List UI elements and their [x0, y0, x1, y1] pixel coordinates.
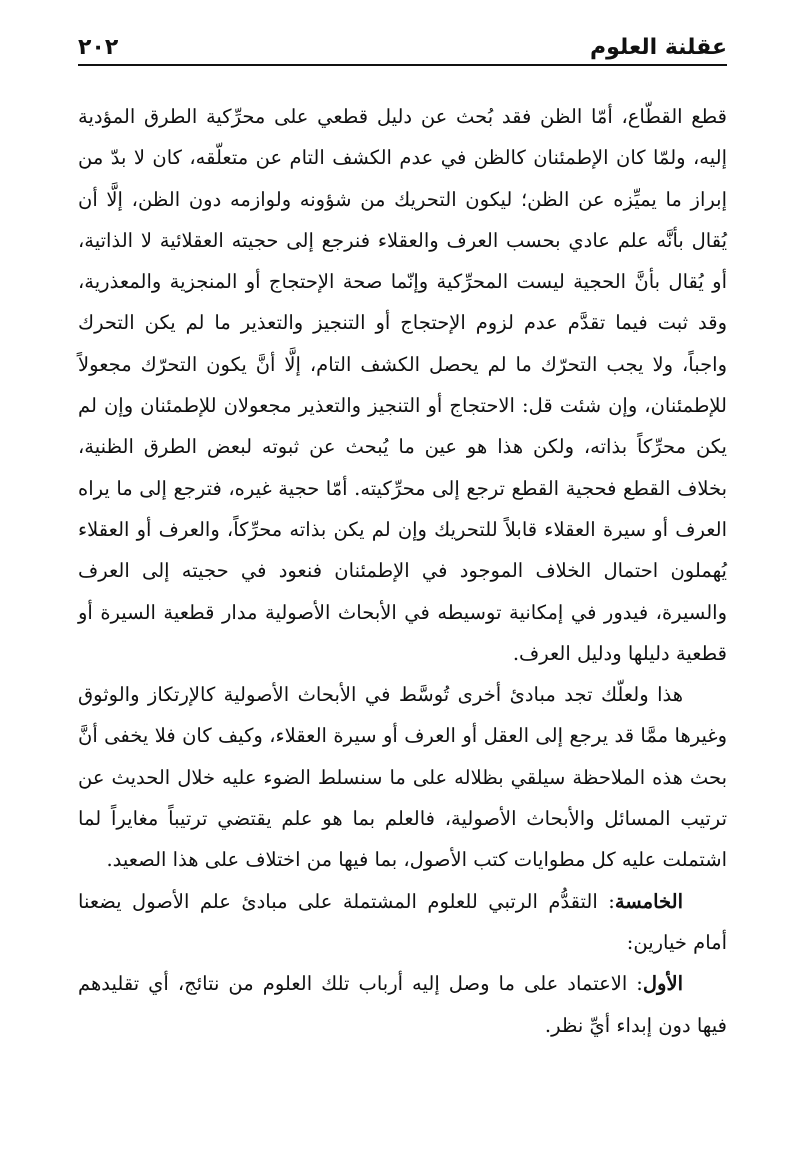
running-title: عقلنة العلوم [590, 35, 727, 60]
paragraph [78, 881, 727, 964]
paragraph [78, 96, 727, 674]
paragraph-text: قطع القطّاع، أمّا الظن فقد بُحث عن دليل قطعي على محرِّكية الطرق المؤدية إليه، ولمّا كان الإطمئنان كالظن في عدم الكشف التام عن متعلّقه، كان لا بدّ من إبراز ما يميِّزه عن الظن؛ ليكون التحريك من شؤونه ولوازمه دون الظن، إلَّا أن يُقال بأنَّه علم عادي بحسب العرف والعقلاء فنرجع إلى حجيته العقلائية لا الذاتية، أو يُقال بأنَّ الحجية ليست المحرِّكية وإنّما صحة الإحتجاج أو المنجزية والمعذرية، وقد ثبت فيما تقدَّم عدم لزوم الإحتجاج أو التنجيز والتعذير ما لم يكن التحرك واجباً، ولا يجب التحرّك ما لم يحصل الكشف التام، إلَّا أنَّ يكون التحرّك مجعولاً للإطمئنان، وإن شئت قل: الاحتجاج أو التنجيز والتعذير مجعولان للإطمئنان وإن لم يكن محرِّكاً بذاته، ولكن هذا هو عين ما يُبحث عن ثبوته لبعض الطرق الظنية، بخلاف القطع فحجية القطع ترجع إلى محرِّكيته. أمّا حجية غيره، فترجع إلى ما يراه العرف أو سيرة العقلاء قابلاً للتحريك وإن لم يكن بذاته محرِّكاً، والعرف أو العقلاء يُهملون احتمال الخلاف الموجود في الإطمئنان فنعود في حجيته إلى العرف والسيرة، فيدور في إمكانية توسيطه في الأبحاث الأصولية مدار قطعية السيرة أو قطعية دليلها ودليل العرف. [78, 105, 727, 665]
paragraph [78, 674, 727, 880]
page-header [78, 20, 727, 66]
paragraph-text: هذا ولعلّك تجد مبادئ أخرى تُوسَّط في الأبحاث الأصولية كالإرتكاز والوثوق وغيرها ممَّا قد يرجع إلى العقل أو العرف أو سيرة العقلاء، وكيف كان فلا يخفى أنَّ بحث هذه الملاحظة سيلقي بظلاله على ما سنسلط الضوء عليه خلال الحديث عن ترتيب المسائل والأبحاث الأصولية، فالعلم بما هو علم يقتضي ترتيباً مغايراً لما اشتملت عليه كل مطوايات كتب الأصول، بما فيها من اختلاف على هذا الصعيد. [78, 683, 727, 872]
paragraph-text: : الاعتماد على ما وصل إليه أرباب تلك العلوم من نتائج، أي تقليدهم فيها دون إبداء أيِّ نظر. [78, 972, 727, 1037]
paragraph-lead: الأول [642, 972, 683, 996]
body-text [78, 96, 727, 1046]
page-number: ٢٠٢ [78, 35, 119, 60]
paragraph-lead: الخامسة [614, 889, 683, 913]
paragraph-text: : التقدُّم الرتبي للعلوم المشتملة على مبادئ علم الأصول يضعنا أمام خيارين: [78, 889, 727, 954]
paragraph [78, 963, 727, 1046]
